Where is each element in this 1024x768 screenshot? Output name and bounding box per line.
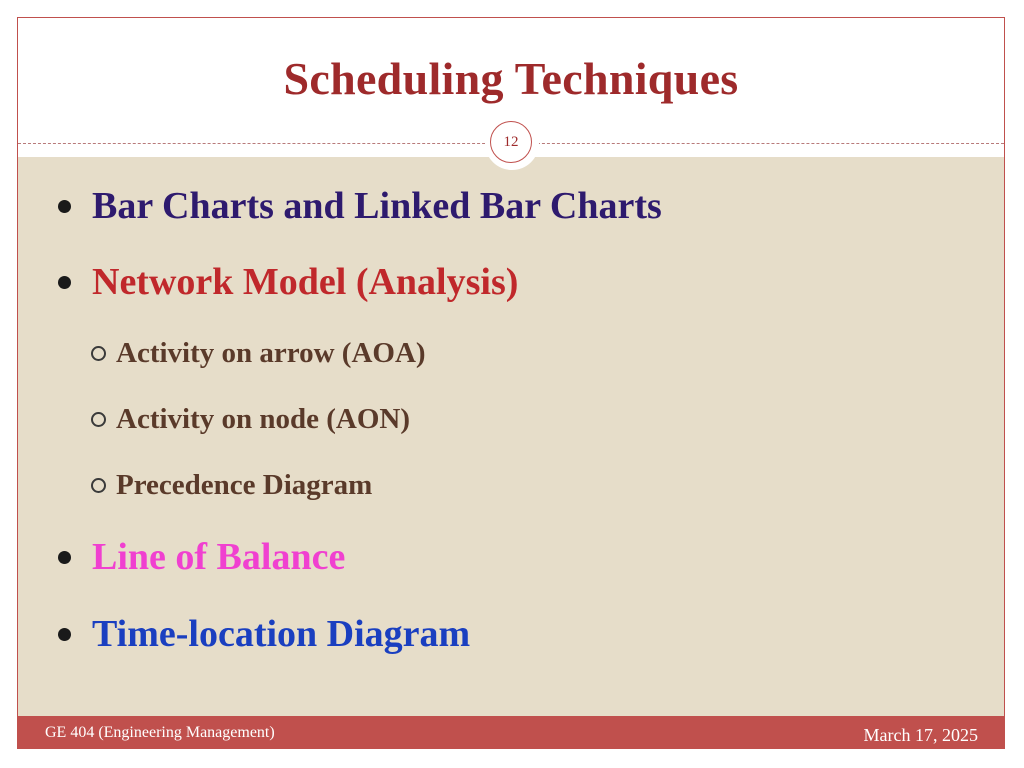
footer-bar: [18, 716, 1004, 749]
content-area: [18, 157, 1004, 716]
page-number-badge: [485, 116, 539, 170]
footer-course: GE 404 (Engineering Management): [45, 724, 275, 741]
bullet-text: Time-location Diagram: [92, 613, 471, 655]
bullet-circle-icon: [91, 412, 106, 427]
bullet-item-time-location: [58, 612, 470, 656]
footer-date: March 17, 2025: [863, 725, 978, 745]
bullet-text: Bar Charts and Linked Bar Charts: [92, 185, 662, 227]
bullet-dot-icon: [58, 276, 71, 289]
bullet-dot-icon: [58, 200, 71, 213]
bullet-item-network-model: [58, 260, 518, 304]
sub-bullet-text: Precedence Diagram: [116, 469, 373, 501]
bullet-dot-icon: [58, 551, 71, 564]
slide: [17, 17, 1005, 749]
bullet-text: Line of Balance: [92, 536, 346, 578]
sub-bullet-item-precedence: [91, 469, 372, 502]
bullet-circle-icon: [91, 346, 106, 361]
bullet-dot-icon: [58, 628, 71, 641]
bullet-circle-icon: [91, 478, 106, 493]
slide-title: Scheduling Techniques: [283, 53, 739, 104]
page-number: 12: [490, 121, 532, 163]
sub-bullet-text: Activity on arrow (AOA): [116, 337, 426, 369]
bullet-item-line-of-balance: [58, 535, 345, 579]
sub-bullet-item-aoa: [91, 337, 426, 370]
bullet-text: Network Model (Analysis): [92, 261, 519, 303]
sub-bullet-text: Activity on node (AON): [116, 403, 411, 435]
bullet-item-bar-charts: [58, 184, 662, 228]
sub-bullet-item-aon: [91, 403, 410, 436]
